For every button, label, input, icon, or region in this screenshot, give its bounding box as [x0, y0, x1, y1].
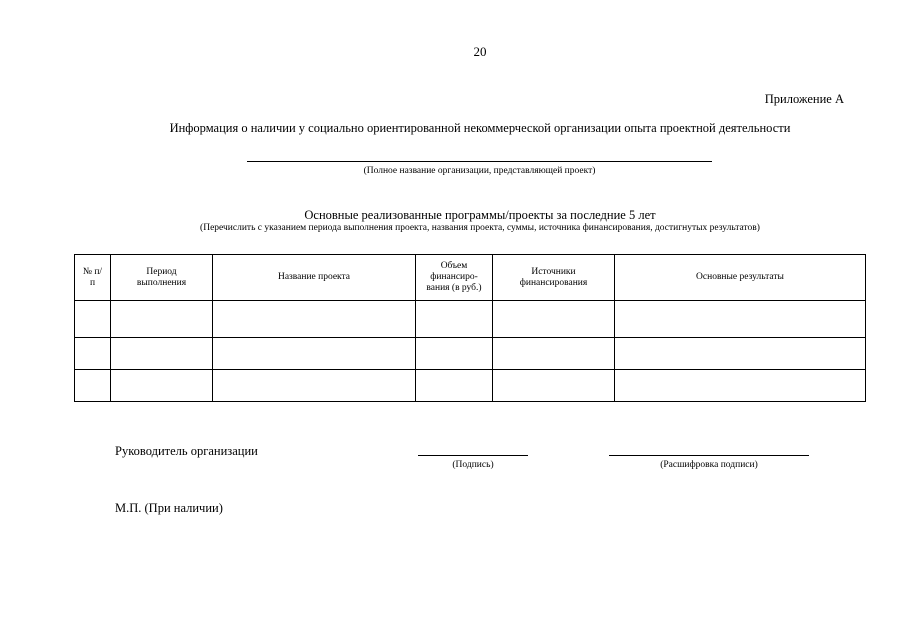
table-cell[interactable]	[111, 301, 213, 338]
table-cell[interactable]	[416, 301, 493, 338]
table-cell[interactable]	[75, 301, 111, 338]
header-period: Период выполнения	[111, 255, 213, 301]
table-header-row	[75, 255, 866, 301]
section-subtitle: (Перечислить с указанием периода выполнения проекта, названия проекта, суммы, источника финансирования, достигнутых результатов)	[200, 223, 760, 233]
table-cell[interactable]	[416, 338, 493, 370]
table-cell[interactable]	[213, 301, 416, 338]
table-row	[75, 301, 866, 338]
document-title: Информация о наличии у социально ориентированной некоммерческой организации опыта проектной деятельности	[169, 121, 791, 135]
appendix-label: Приложение А	[764, 92, 844, 106]
header-funding-sources: Источники финансирования	[493, 255, 615, 301]
table-row	[75, 370, 866, 402]
table-cell[interactable]	[615, 338, 866, 370]
section-title: Основные реализованные программы/проекты за последние 5 лет	[304, 208, 656, 222]
signature-decoding-caption: (Расшифровка подписи)	[660, 460, 758, 470]
table-cell[interactable]	[493, 338, 615, 370]
table-cell[interactable]	[416, 370, 493, 402]
table-cell[interactable]	[75, 338, 111, 370]
page-number: 20	[473, 44, 487, 59]
table-cell[interactable]	[615, 370, 866, 402]
table-cell[interactable]	[493, 370, 615, 402]
header-number: № п/п	[75, 255, 111, 301]
table-cell[interactable]	[213, 370, 416, 402]
header-funding-amount: Объем финансиро-вания (в руб.)	[416, 255, 493, 301]
table-cell[interactable]	[615, 301, 866, 338]
signature-line	[418, 455, 528, 456]
table-cell[interactable]	[111, 338, 213, 370]
stamp-label: М.П. (При наличии)	[115, 501, 223, 515]
table-cell[interactable]	[111, 370, 213, 402]
header-project-name: Название проекта	[213, 255, 416, 301]
table-row	[75, 338, 866, 370]
organization-name-line	[247, 161, 712, 162]
table-cell[interactable]	[493, 301, 615, 338]
table-cell[interactable]	[213, 338, 416, 370]
signature-caption: (Подпись)	[452, 460, 494, 470]
organization-name-caption: (Полное название организации, представляющей проект)	[363, 166, 596, 176]
table-cell[interactable]	[75, 370, 111, 402]
signature-decoding-line	[609, 455, 809, 456]
head-of-organization-label: Руководитель организации	[115, 444, 258, 458]
header-results: Основные результаты	[615, 255, 866, 301]
projects-table	[74, 254, 866, 402]
